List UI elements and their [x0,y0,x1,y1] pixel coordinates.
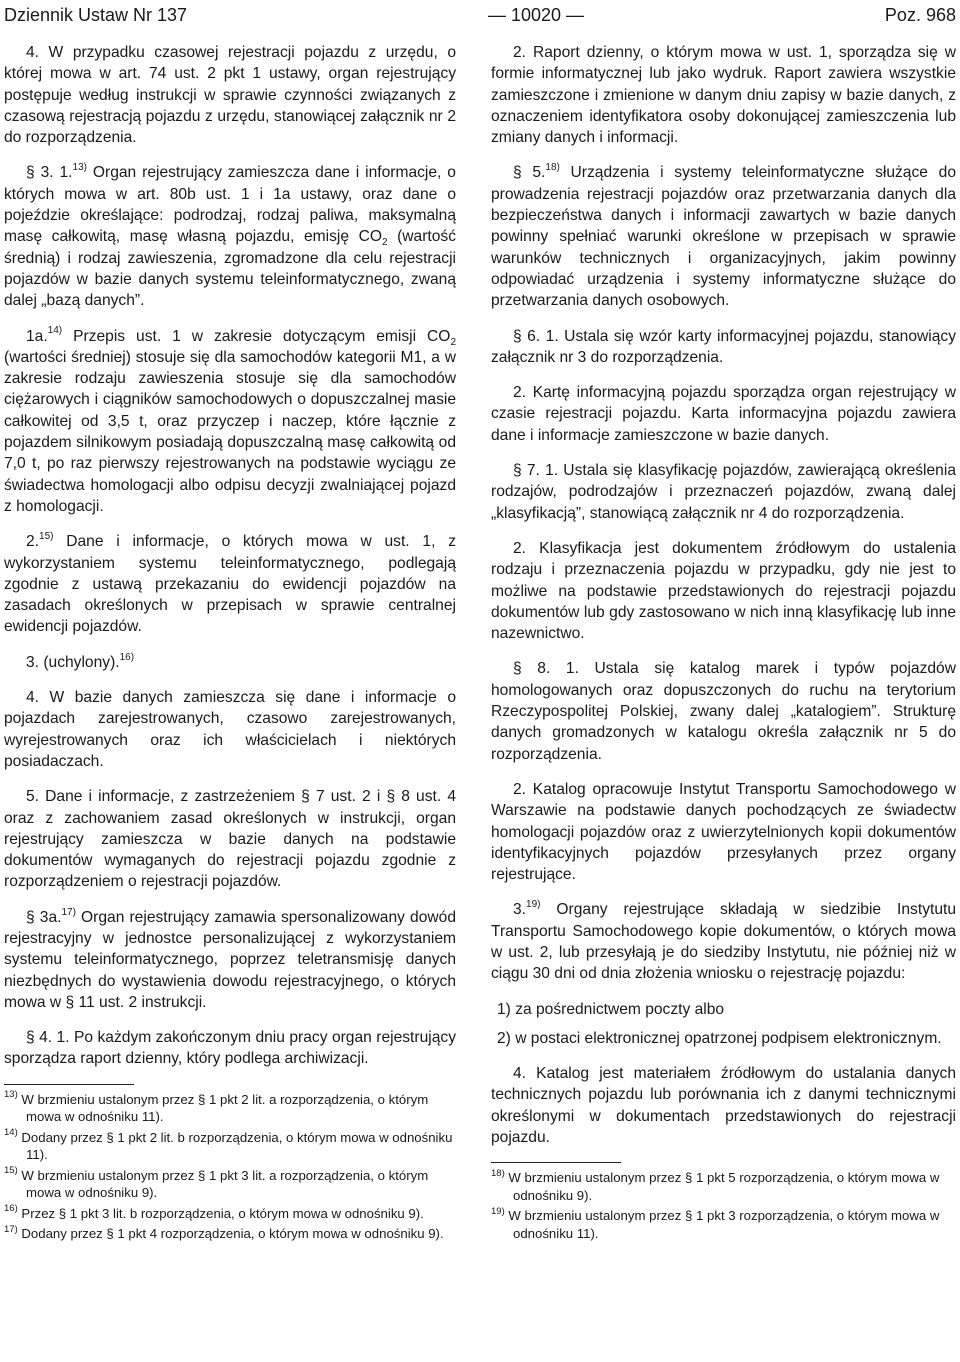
footnote: $^{17)}$ Dodany przez § 1 pkt 4 rozporządzenia, o którym mowa w odnośniku 9). [4,1223,444,1242]
paragraph: § 6. 1. Ustala się wzór karty informacyjnej pojazdu, stanowiący załącznik nr 3 do rozporządzenia. [491,327,956,366]
paragraph-2: 2.$^{15)}$ Dane i informacje, o których mowa w ust. 1, z wykorzystaniem systemu teleinformatycznego, podlegają zgodnie z ustawą przekazaniu do ewidencji pojazdów na zasadach określonych w przepisach w sprawie centralnej ewidencji pojazdów. [4,531,456,636]
paragraph: § 8. 1. Ustala się katalog marek i typów pojazdów homologowanych oraz dopuszczonych do ruchu na terytorium Rzeczypospolitej Polskiej, zwany dalej „katalogiem”. Strukturę danych gromadzonych w katalogu określa załącznik nr 5 do rozporządzenia. [491,660,956,763]
footnote: $^{15)}$ W brzmieniu ustalonym przez § 1 pkt 3 lit. a rozporządzenia, o którym mowa w odnośniku 9). [4,1165,429,1201]
position-number: Poz. 968 [884,4,956,25]
list-item: 2) w postaci elektronicznej opatrzonej podpisem elektronicznym. [497,1029,942,1047]
paragraph: § 7. 1. Ustala się klasyfikację pojazdów, zawierającą określenia rodzajów, podrodzajów i przeznaczeń pojazdów, zwaną dalej „klasyfikacją”, stanowiącą załącznik nr 4 do rozporządzenia. [491,462,956,522]
paragraph: 2. Katalog opracowuje Instytut Transportu Samochodowego w Warszawie na podstawie danych pochodzących ze świadectw homologacji pojazdów oraz z uwierzytelnionych kopii dokumentów identyfikacyjnych pojazdów przesyłanych przez organy rejestrujące. [491,780,956,884]
page-number: — 10020 — [487,4,585,25]
paragraph: 4. W przypadku czasowej rejestracji pojazdu z urzędu, o której mowa w art. 74 ust. 2 pkt 1 ustawy, organ rejestrujący postępuje według instrukcji w sprawie czynności związanych z czasową rejestracją pojazdu z urzędu, stanowiącej załącznik nr 2 do rozporządzenia. [4,44,456,147]
journal-title: Dziennik Ustaw Nr 137 [4,4,188,25]
footnote: $^{13)}$ W brzmieniu ustalonym przez § 1 pkt 2 lit. a rozporządzenia, o którym mowa w odnośniku 11). [4,1089,429,1125]
paragraph: 5. Dane i informacje, z zastrzeżeniem § 7 ust. 2 i § 8 ust. 4 oraz z zachowaniem zasad określonych w instrukcji, organ rejestrujący zamieszcza w bazie danych na podstawie dokumentów wymaganych do rejestracji pojazdu zgodnie z rozporządzeniem o rejestracji pojazdów. [4,788,456,891]
paragraph: 4. W bazie danych zamieszcza się dane i informacje o pojazdach zarejestrowanych, czasowo zarejestrowanych, wyrejestrowanych oraz ich właścicielach i niektórych posiadaczach. [4,689,456,770]
list-item: 1) za pośrednictwem poczty albo [497,1000,725,1018]
paragraph-section-5: § 5.$^{18)}$ Urządzenia i systemy teleinformatyczne służące do prowadzenia rejestracji pojazdów oraz przetwarzania danych dla bezpieczeństwa danych i informacji zawartych w bazie danych powinny spełniać warunki określone w przepisach w sprawie warunków technicznych i organizacyjnych, jakim powinny odpowiadać urządzenia i systemy informatyczne służące do przetwarzania danych osobowych. [491,162,956,310]
paragraph: 2. Kartę informacyjną pojazdu sporządza organ rejestrujący w czasie rejestracji pojazdu. Karta informacyjna pojazdu zawiera dane i informacje zamieszczone w bazie danych. [491,384,956,444]
footnote: $^{16)}$ Przez § 1 pkt 3 lit. b rozporządzenia, o którym mowa w odnośniku 9). [4,1203,424,1221]
footnote: $^{19)}$ W brzmieniu ustalonym przez § 1 pkt 3 rozporządzenia, o którym mowa w odnośniku 11). [491,1205,940,1241]
paragraph-3-repealed: 3. (uchylony).$^{16)}$ [26,651,135,671]
footnote-divider [4,1084,134,1085]
paragraph-section-3a: § 3a.$^{17)}$ Organ rejestrujący zamawia spersonalizowany dowód rejestracyjny w jednostce personalizującej z wykorzystaniem systemu teleinformatycznego, poprzez teletransmisję danych niezbędnych do wystawienia dowodu rejestracyjnego, o których mowa w § 11 ust. 2 instrukcji. [4,906,456,1011]
paragraph-section-3: § 3. 1.$^{13)}$ Organ rejestrujący zamieszcza dane i informacje, o których mowa w art. 80b ust. 1 i 1a ustawy, oraz dane o pojeździe określające: podrodzaj, rodzaj paliwa, maksymalną masę całkowitą, masę własną pojazdu, emisję $CO_2$ (wartość średnią) i rodzaj zawieszenia, zgromadzone dla celu rejestracji pojazdów w bazie danych systemu teleinformatycznego, zwaną dalej „bazą danych”. [4,162,456,310]
paragraph-1a: 1a.$^{14)}$ Przepis ust. 1 w zakresie dotyczącym emisji $CO_2$ (wartości średniej) stosuje się dla samochodów kategorii M1, a w zakresie rodzaju zawieszenia stosuje się dla samochodów ciężarowych i ciągników samochodowych o dopuszczalnej masie całkowitej od 3,5 t, oraz przyczep i naczep, które łącznie z pojazdem silnikowym posiadają dopuszczalną masę całkowitą od 7,0 t, po raz pierwszy rejestrowanych na podstawie wyciągu ze świadectwa homologacji albo odpisu decyzji zwalniającej pojazd z homologacji. [4,325,456,515]
footnotes-right [491,1169,956,1242]
footnote-divider [491,1162,621,1163]
paragraph-8-3: 3.$^{19)}$ Organy rejestrujące składają w siedzibie Instytutu Transportu Samochodowego kopie dokumentów, o których mowa w ust. 2, lub przesyłają je do siedziby Instytutu, nie później niż w ciągu 30 dni od dnia złożenia wniosku o rejestrację pojazdu: [491,899,956,983]
paragraph: 2. Raport dzienny, o którym mowa w ust. 1, sporządza się w formie informatycznej lub jako wydruk. Raport zawiera wszystkie zamieszczone i zmienione w danym dniu zapisy w bazie danych, z oznaczeniem identyfikatora osoby dokonującej zamieszczenia lub zmiany danych i informacji. [491,44,956,147]
paragraph: 2. Klasyfikacja jest dokumentem źródłowym do ustalenia rodzaju i przeznaczenia pojazdu w przypadku, gdy nie jest to możliwe na podstawie przedstawionych do rejestracji pojazdu dokumentów lub gdy zastosowano w nich inną klasyfikację lub inne nazewnictwo. [491,539,956,643]
footnotes-left [4,1091,456,1243]
page-header [4,0,956,30]
right-column [491,42,956,1245]
left-column [4,42,456,1246]
paragraph: § 4. 1. Po każdym zakończonym dniu pracy organ rejestrujący sporządza raport dzienny, który podlega archiwizacji. [4,1029,456,1068]
paragraph: 4. Katalog jest materiałem źródłowym do ustalania danych technicznych pojazdu lub porównania ich z danymi technicznymi określonymi w dokumentach przedstawionych do rejestracji pojazdu. [491,1065,956,1147]
footnote: $^{14)}$ Dodany przez § 1 pkt 2 lit. b rozporządzenia, o którym mowa w odnośniku 11). [4,1127,453,1163]
footnote: $^{18)}$ W brzmieniu ustalonym przez § 1 pkt 5 rozporządzenia, o którym mowa w odnośniku 9). [491,1167,940,1203]
